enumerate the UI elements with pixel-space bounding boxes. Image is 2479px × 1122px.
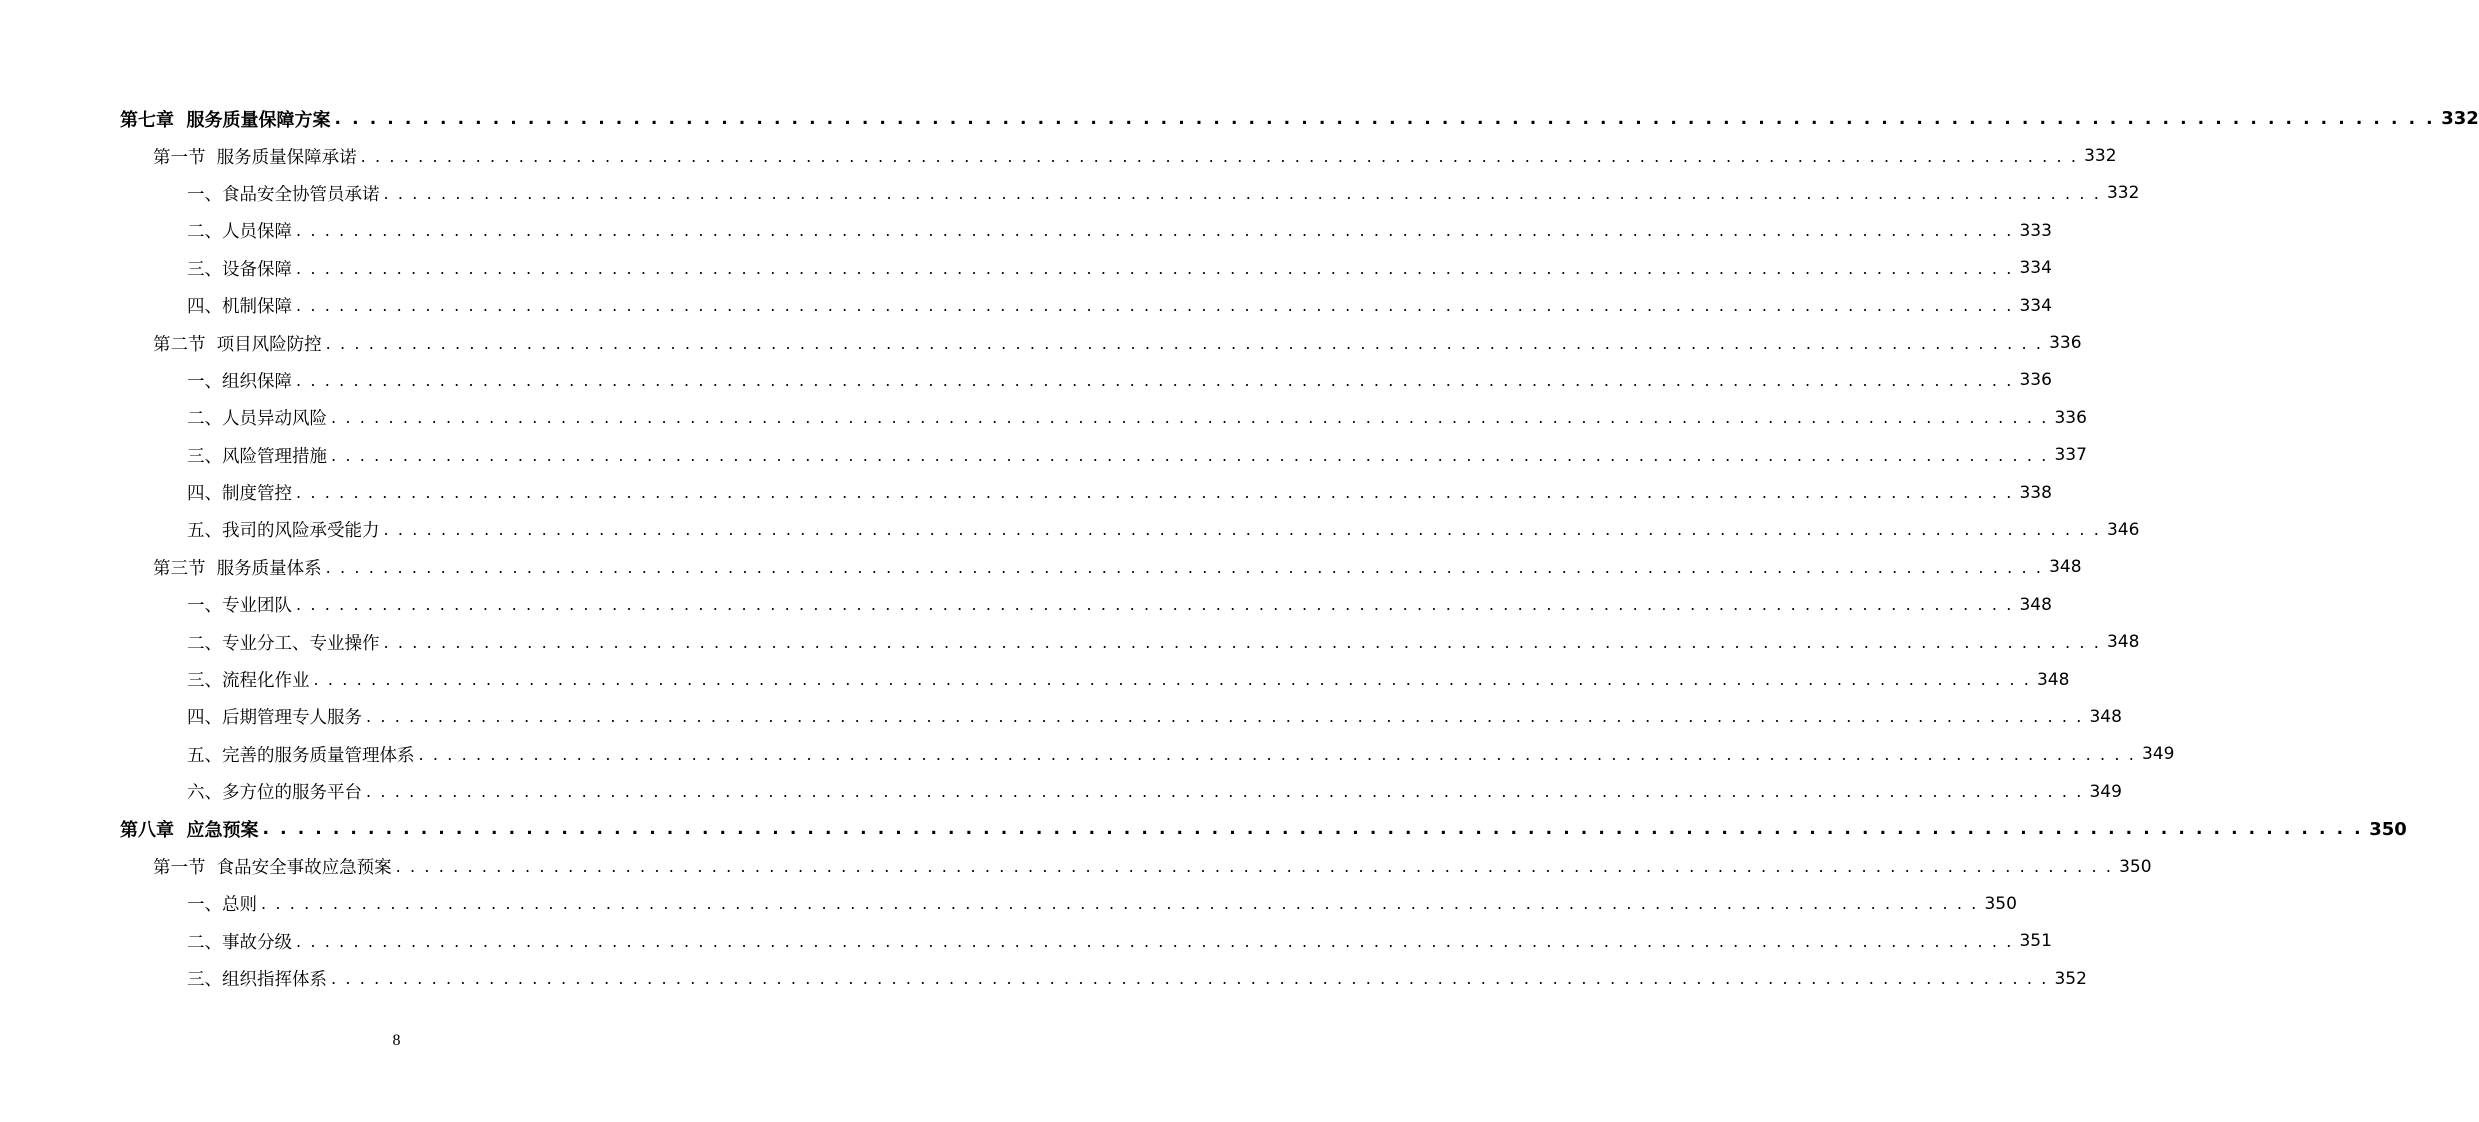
toc-subsection-entry[interactable] — [0, 250, 2052, 287]
toc-entry-page-number: 348 — [2089, 706, 2122, 727]
toc-entry-page-number: 336 — [2049, 333, 2082, 354]
toc-entry-page-number: 352 — [2054, 968, 2087, 989]
toc-entry-title: 三、设备保障 — [187, 259, 292, 280]
toc-entry-page-number: 351 — [2019, 931, 2052, 952]
toc-subsection-entry[interactable] — [0, 511, 2140, 548]
toc-entry-page-number: 350 — [2119, 856, 2152, 877]
toc-entry-page-number: 348 — [2049, 557, 2082, 578]
toc-entry-page-number: 336 — [2054, 407, 2087, 428]
toc-subsection-entry[interactable] — [0, 736, 2175, 773]
toc-dot-leader: . . . . . . . . . . . . . . . . . . . . . . . . . . . . . . . . . . . . . . . . . . . . . . . . . . . . . . . . . . . . . . . . . . . . . . . . . . . . . . . . . . . . . . . . . . . . . . . . . . . . . . . . . . . . . . . . . . . . . . . . — [296, 296, 2014, 316]
toc-dot-leader: . . . . . . . . . . . . . . . . . . . . . . . . . . . . . . . . . . . . . . . . . . . . . . . . . . . . . . . . . . . . . . . . . . . . . . . . . . . . . . . . . . . . . . . . . . . . . . . . . . . . . . . . . . . . . . . . . . . . . . . . — [366, 707, 2084, 727]
toc-entry-title: 第一节 食品安全事故应急预案 — [153, 858, 392, 878]
toc-entry-page-number: 348 — [2106, 632, 2140, 653]
toc-entry-page-number: 349 — [2141, 744, 2175, 765]
toc-subsection-entry[interactable] — [0, 175, 2140, 212]
toc-subsection-entry[interactable] — [0, 960, 2087, 997]
toc-subsection-entry[interactable] — [0, 399, 2087, 436]
toc-entry-title: 第三节 服务质量体系 — [153, 558, 322, 579]
toc-entry-title: 四、制度管控 — [187, 484, 292, 505]
toc-entry-title: 一、食品安全协管员承诺 — [187, 184, 380, 205]
toc-entry-title: 二、人员保障 — [187, 222, 292, 243]
toc-entry-title: 二、事故分级 — [187, 932, 292, 953]
toc-subsection-entry[interactable] — [0, 212, 2052, 249]
toc-entry-page-number: 332 — [2084, 146, 2117, 167]
toc-dot-leader: . . . . . . . . . . . . . . . . . . . . . . . . . . . . . . . . . . . . . . . . . . . . . . . . . . . . . . . . . . . . . . . . . . . . . . . . . . . . . . . . . . . . . . . . . . . . . . . . . . . . . . . . . . . . . . . . . . . . . . . . — [366, 782, 2084, 802]
table-of-contents — [0, 100, 2479, 997]
toc-subsection-entry[interactable] — [0, 773, 2122, 810]
toc-dot-leader: . . . . . . . . . . . . . . . . . . . . . . . . . . . . . . . . . . . . . . . . . . . . . . . . . . . . . . . . . . . . . . . . . . . . . . . . . . . . . . . . . . . . . . . . . . . . . . . . . . . . . . . . . . . . . . . . . . . . . . . . — [296, 370, 2014, 390]
toc-subsection-entry[interactable] — [0, 661, 2070, 698]
toc-subsection-entry[interactable] — [0, 362, 2052, 399]
toc-entry-page-number: 338 — [2019, 482, 2052, 503]
page-number: 8 — [392, 1032, 401, 1049]
toc-section-entry[interactable] — [0, 549, 2082, 586]
toc-dot-leader: . . . . . . . . . . . . . . . . . . . . . . . . . . . . . . . . . . . . . . . . . . . . . . . . . . . . . . . . . . . . . . . . . . . . . . . . . . . . . . . . . . . . . . . . . . . . . . . . . . . . . . . . . . . . . . . . . . . . . . . . — [296, 931, 2014, 951]
toc-entry-title: 一、总则 — [187, 895, 257, 916]
toc-dot-leader: . . . . . . . . . . . . . . . . . . . . . . . . . . . . . . . . . . . . . . . . . . . . . . . . . . . . . . . . . . . . . . . . . . . . . . . . . . . . . . . . . . . . . . . . . . . . . . . . . . . . . . . . . . . . . . . . . . . . . . . . — [383, 632, 2101, 652]
toc-dot-leader: . . . . . . . . . . . . . . . . . . . . . . . . . . . . . . . . . . . . . . . . . . . . . . . . . . . . . . . . . . . . . . . . . . . . . . . . . . . . . . . . . . . . . . . . . . . . . . . . . . . . . . . . . . . . . . . . . . . . . . . . — [296, 221, 2014, 241]
toc-dot-leader: . . . . . . . . . . . . . . . . . . . . . . . . . . . . . . . . . . . . . . . . . . . . . . . . . . . . . . . . . . . . . . . . . . . . . . . . . . . . . . . . . . . . . . . . . . . . . . . . . . . . . . . . . . . . . . . . . . . . . . . . — [262, 819, 2364, 840]
toc-entry-page-number: 332 — [2106, 183, 2140, 204]
toc-chapter-entry[interactable] — [0, 100, 2479, 137]
toc-entry-title: 第一节 服务质量保障承诺 — [153, 147, 357, 168]
toc-dot-leader: . . . . . . . . . . . . . . . . . . . . . . . . . . . . . . . . . . . . . . . . . . . . . . . . . . . . . . . . . . . . . . . . . . . . . . . . . . . . . . . . . . . . . . . . . . . . . . . . . . . . . . . . . . . . . . . . . . . . . . . . — [383, 183, 2101, 203]
toc-entry-title: 五、完善的服务质量管理体系 — [187, 745, 415, 766]
toc-entry-title: 三、风险管理措施 — [187, 446, 327, 467]
toc-entry-title: 第八章 应急预案 — [120, 820, 259, 842]
toc-entry-title: 二、专业分工、专业操作 — [187, 633, 380, 654]
toc-subsection-entry[interactable] — [0, 437, 2087, 474]
toc-dot-leader: . . . . . . . . . . . . . . . . . . . . . . . . . . . . . . . . . . . . . . . . . . . . . . . . . . . . . . . . . . . . . . . . . . . . . . . . . . . . . . . . . . . . . . . . . . . . . . . . . . . . . . . . . . . . . . . . . . . . . . . . — [296, 483, 2014, 503]
toc-dot-leader: . . . . . . . . . . . . . . . . . . . . . . . . . . . . . . . . . . . . . . . . . . . . . . . . . . . . . . . . . . . . . . . . . . . . . . . . . . . . . . . . . . . . . . . . . . . . . . . . . . . . . . . . . . . . . . . . . . . . . . . . — [313, 670, 2031, 690]
toc-entry-page-number: 348 — [2036, 669, 2070, 690]
toc-entry-page-number: 349 — [2089, 781, 2122, 802]
toc-dot-leader: . . . . . . . . . . . . . . . . . . . . . . . . . . . . . . . . . . . . . . . . . . . . . . . . . . . . . . . . . . . . . . . . . . . . . . . . . . . . . . . . . . . . . . . . . . . . . . . . . . . . . . . . . . . . . . . . . . . . . . . . — [418, 744, 2136, 764]
toc-entry-title: 四、后期管理专人服务 — [187, 708, 362, 729]
toc-entry-title: 第七章 服务质量保障方案 — [120, 109, 331, 131]
toc-entry-page-number: 336 — [2019, 370, 2052, 391]
toc-dot-leader: . . . . . . . . . . . . . . . . . . . . . . . . . . . . . . . . . . . . . . . . . . . . . . . . . . . . . . . . . . . . . . . . . . . . . . . . . . . . . . . . . . . . . . . . . . . . . . . . . . . . . . . . . . . . . . . . . . . . . . . . — [331, 969, 2049, 989]
toc-entry-page-number: 350 — [1984, 893, 2017, 914]
toc-entry-page-number: 346 — [2106, 519, 2140, 540]
toc-entry-title: 五、我司的风险承受能力 — [187, 521, 380, 542]
toc-subsection-entry[interactable] — [0, 698, 2122, 735]
toc-dot-leader: . . . . . . . . . . . . . . . . . . . . . . . . . . . . . . . . . . . . . . . . . . . . . . . . . . . . . . . . . . . . . . . . . . . . . . . . . . . . . . . . . . . . . . . . . . . . . . . . . . . . . . . . . . . . . . . . . . . . . . . . — [331, 408, 2049, 428]
toc-subsection-entry[interactable] — [0, 287, 2052, 324]
toc-dot-leader: . . . . . . . . . . . . . . . . . . . . . . . . . . . . . . . . . . . . . . . . . . . . . . . . . . . . . . . . . . . . . . . . . . . . . . . . . . . . . . . . . . . . . . . . . . . . . . . . . . . . . . . . . . . . . . . . . . . . . . . . — [395, 857, 2114, 876]
toc-dot-leader: . . . . . . . . . . . . . . . . . . . . . . . . . . . . . . . . . . . . . . . . . . . . . . . . . . . . . . . . . . . . . . . . . . . . . . . . . . . . . . . . . . . . . . . . . . . . . . . . . . . . . . . . . . . . . . . . . . . . . . . . — [331, 445, 2049, 465]
toc-section-entry[interactable] — [0, 848, 2152, 885]
toc-entry-page-number: 334 — [2019, 258, 2052, 279]
toc-dot-leader: . . . . . . . . . . . . . . . . . . . . . . . . . . . . . . . . . . . . . . . . . . . . . . . . . . . . . . . . . . . . . . . . . . . . . . . . . . . . . . . . . . . . . . . . . . . . . . . . . . . . . . . . . . . . . . . . . . . . . . . . — [325, 333, 2044, 353]
toc-entry-page-number: 350 — [2369, 818, 2407, 840]
toc-subsection-entry[interactable] — [0, 623, 2140, 660]
toc-entry-title: 一、专业团队 — [187, 596, 292, 617]
toc-entry-title: 四、机制保障 — [187, 297, 292, 318]
toc-entry-title: 三、组织指挥体系 — [187, 970, 327, 991]
toc-entry-title: 一、组织保障 — [187, 371, 292, 392]
toc-entry-title: 二、人员异动风险 — [187, 409, 327, 430]
toc-dot-leader: . . . . . . . . . . . . . . . . . . . . . . . . . . . . . . . . . . . . . . . . . . . . . . . . . . . . . . . . . . . . . . . . . . . . . . . . . . . . . . . . . . . . . . . . . . . . . . . . . . . . . . . . . . . . . . . . . . . . . . . . — [296, 595, 2014, 615]
toc-subsection-entry[interactable] — [0, 885, 2017, 922]
toc-section-entry[interactable] — [0, 324, 2082, 361]
toc-entry-title: 三、流程化作业 — [187, 671, 310, 692]
toc-subsection-entry[interactable] — [0, 474, 2052, 511]
toc-subsection-entry[interactable] — [0, 923, 2052, 960]
toc-dot-leader: . . . . . . . . . . . . . . . . . . . . . . . . . . . . . . . . . . . . . . . . . . . . . . . . . . . . . . . . . . . . . . . . . . . . . . . . . . . . . . . . . . . . . . . . . . . . . . . . . . . . . . . . . . . . . . . . . . . . . . . . — [383, 520, 2101, 540]
toc-dot-leader: . . . . . . . . . . . . . . . . . . . . . . . . . . . . . . . . . . . . . . . . . . . . . . . . . . . . . . . . . . . . . . . . . . . . . . . . . . . . . . . . . . . . . . . . . . . . . . . . . . . . . . . . . . . . . . . . . . . . . . . . — [296, 258, 2014, 278]
toc-dot-leader: . . . . . . . . . . . . . . . . . . . . . . . . . . . . . . . . . . . . . . . . . . . . . . . . . . . . . . . . . . . . . . . . . . . . . . . . . . . . . . . . . . . . . . . . . . . . . . . . . . . . . . . . . . . . . . . . . . . . . . . . — [261, 894, 1979, 914]
toc-entry-page-number: 337 — [2054, 445, 2087, 466]
toc-dot-leader: . . . . . . . . . . . . . . . . . . . . . . . . . . . . . . . . . . . . . . . . . . . . . . . . . . . . . . . . . . . . . . . . . . . . . . . . . . . . . . . . . . . . . . . . . . . . . . . . . . . . . . . . . . . . . . . . . . . . . . . . — [360, 146, 2079, 166]
toc-dot-leader: . . . . . . . . . . . . . . . . . . . . . . . . . . . . . . . . . . . . . . . . . . . . . . . . . . . . . . . . . . . . . . . . . . . . . . . . . . . . . . . . . . . . . . . . . . . . . . . . . . . . . . . . . . . . . . . . . . . . . . . . — [334, 108, 2436, 129]
toc-entry-page-number: 332 — [2441, 108, 2479, 130]
toc-dot-leader: . . . . . . . . . . . . . . . . . . . . . . . . . . . . . . . . . . . . . . . . . . . . . . . . . . . . . . . . . . . . . . . . . . . . . . . . . . . . . . . . . . . . . . . . . . . . . . . . . . . . . . . . . . . . . . . . . . . . . . . . — [325, 557, 2044, 577]
toc-entry-page-number: 348 — [2019, 594, 2052, 615]
toc-entry-page-number: 333 — [2019, 220, 2052, 241]
toc-entry-title: 第二节 项目风险防控 — [153, 334, 322, 355]
toc-section-entry[interactable] — [0, 137, 2117, 174]
toc-subsection-entry[interactable] — [0, 586, 2052, 623]
toc-chapter-entry[interactable] — [0, 810, 2407, 847]
toc-entry-title: 六、多方位的服务平台 — [187, 783, 362, 804]
toc-entry-page-number: 334 — [2019, 295, 2052, 316]
